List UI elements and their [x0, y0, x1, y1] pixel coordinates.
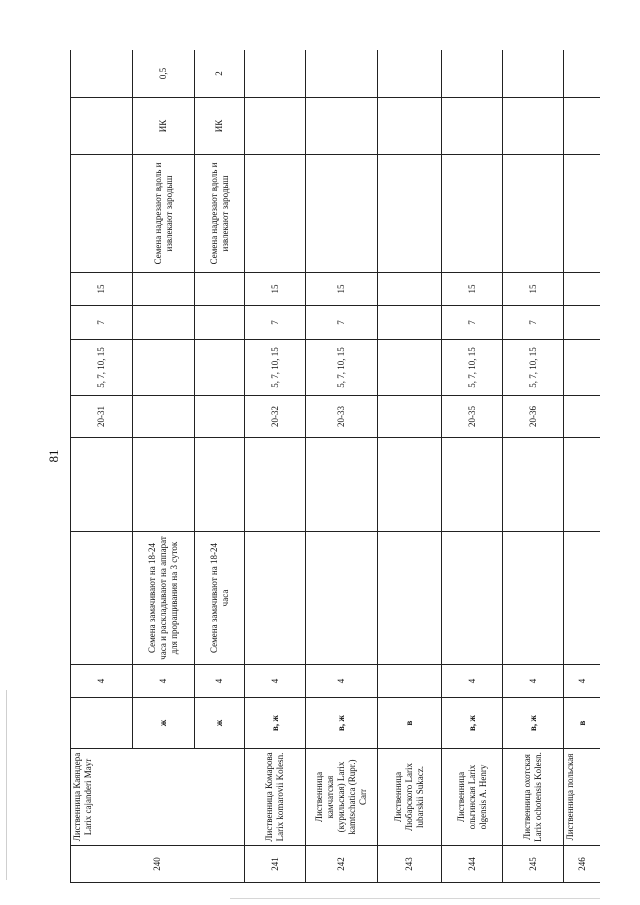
note-cell [503, 155, 564, 273]
cell: 4 [442, 665, 503, 698]
pretreatment-cell: Семена замачивают на 18-24 часа и раскладывают на аппарат для проращивания на 3 суток [133, 532, 195, 665]
method-cell: ИК [195, 98, 245, 155]
code-cell: 20-35 [442, 396, 503, 438]
cell: 7 [503, 306, 564, 340]
note-cell: Семена надрезают вдоль и извлекают зародыш [133, 155, 195, 273]
table-row [71, 50, 133, 883]
pretreatment-cell: Семена замачивают на 18-24 часа [195, 532, 245, 665]
row-number: 241 [245, 846, 306, 883]
method-cell [564, 98, 601, 155]
method-cell [503, 98, 564, 155]
marker-cell: в, ж [503, 698, 564, 749]
cell [378, 438, 442, 532]
row-number: 244 [442, 846, 503, 883]
cell: 15 [442, 273, 503, 306]
pretreatment-cell [306, 532, 378, 665]
pretreatment-cell [378, 532, 442, 665]
seed-table [70, 50, 600, 883]
cell [195, 306, 245, 340]
species-name: Лиственница польская [564, 749, 601, 846]
value-cell [71, 50, 133, 98]
method-cell: ИК [133, 98, 195, 155]
table-row [378, 50, 442, 883]
row-number: 240 [71, 846, 245, 883]
code-cell [564, 396, 601, 438]
method-cell [245, 98, 306, 155]
days-cell [378, 340, 442, 396]
value-cell [306, 50, 378, 98]
cell: 4 [245, 665, 306, 698]
code-cell [195, 396, 245, 438]
species-name: Лиственница ольгинская Larix olgensis A. Henry [442, 749, 503, 846]
species-name: Лиственница охотская Larix ochotensis Kolesn. [503, 749, 564, 846]
note-cell [245, 155, 306, 273]
note-cell [564, 155, 601, 273]
cell [195, 438, 245, 532]
code-cell: 20-32 [245, 396, 306, 438]
row-number: 246 [564, 846, 601, 883]
cell: 7 [306, 306, 378, 340]
days-cell: 5, 7, 10, 15 [503, 340, 564, 396]
cell: 15 [245, 273, 306, 306]
value-cell [378, 50, 442, 98]
cell [245, 438, 306, 532]
cell [564, 273, 601, 306]
cell: 4 [71, 665, 133, 698]
cell [306, 438, 378, 532]
days-cell: 5, 7, 10, 15 [442, 340, 503, 396]
note-cell [378, 155, 442, 273]
row-number: 243 [378, 846, 442, 883]
cell [442, 438, 503, 532]
species-name: Лиственница Комарова Larix komarovii Kolesn. [245, 749, 306, 846]
marker-cell: ж [195, 698, 245, 749]
rotated-table [70, 50, 600, 883]
cell [133, 273, 195, 306]
cell [378, 306, 442, 340]
pretreatment-cell [503, 532, 564, 665]
days-cell [564, 340, 601, 396]
table-row [245, 50, 306, 883]
code-cell: 20-33 [306, 396, 378, 438]
table-row [503, 50, 564, 883]
cell: 4 [564, 665, 601, 698]
table-row [442, 50, 503, 883]
cell [195, 273, 245, 306]
value-cell [442, 50, 503, 98]
method-cell [378, 98, 442, 155]
code-cell [378, 396, 442, 438]
cell: 4 [195, 665, 245, 698]
method-cell [71, 98, 133, 155]
pretreatment-cell [442, 532, 503, 665]
cell: 4 [133, 665, 195, 698]
note-cell [71, 155, 133, 273]
cell: 4 [306, 665, 378, 698]
cell [378, 665, 442, 698]
marker-cell: в [564, 698, 601, 749]
cell: 4 [503, 665, 564, 698]
cell: 15 [71, 273, 133, 306]
cell: 7 [71, 306, 133, 340]
value-cell [564, 50, 601, 98]
pretreatment-cell [71, 532, 133, 665]
species-name: Лиственница Каяндера Larix cajanderi Mayr [71, 749, 245, 846]
note-cell [306, 155, 378, 273]
note-cell: Семена надрезают вдоль и извлекают зародыш [195, 155, 245, 273]
cell [133, 306, 195, 340]
page-number: 81 [46, 449, 61, 463]
value-cell: 0,5 [133, 50, 195, 98]
days-cell: 5, 7, 10, 15 [245, 340, 306, 396]
cell: 7 [442, 306, 503, 340]
marker-cell: в, ж [442, 698, 503, 749]
code-cell [133, 396, 195, 438]
table-row [564, 50, 601, 883]
note-cell [442, 155, 503, 273]
cell [378, 273, 442, 306]
cell: 15 [503, 273, 564, 306]
marker-cell [71, 698, 133, 749]
code-cell: 20-36 [503, 396, 564, 438]
cell [564, 306, 601, 340]
species-name: Лиственница камчатская (курильская) Larix kamtschatica (Rupr.) Carr [306, 749, 378, 846]
cell: 7 [245, 306, 306, 340]
row-number: 245 [503, 846, 564, 883]
cell: 15 [306, 273, 378, 306]
marker-cell: ж [133, 698, 195, 749]
value-cell [245, 50, 306, 98]
table-frame [70, 50, 600, 883]
method-cell [442, 98, 503, 155]
marker-cell: в [378, 698, 442, 749]
margin-line [6, 690, 7, 880]
code-cell: 20-31 [71, 396, 133, 438]
scan-line [230, 898, 600, 899]
row-number: 242 [306, 846, 378, 883]
days-cell [133, 340, 195, 396]
days-cell: 5, 7, 10, 15 [306, 340, 378, 396]
cell [71, 438, 133, 532]
marker-cell: в, ж [306, 698, 378, 749]
table-row [306, 50, 378, 883]
pretreatment-cell [245, 532, 306, 665]
method-cell [306, 98, 378, 155]
value-cell [503, 50, 564, 98]
cell [564, 438, 601, 532]
species-name: Лиственница Любарского Larix lubarskii Sukacz. [378, 749, 442, 846]
pretreatment-cell [564, 532, 601, 665]
days-cell: 5, 7, 10, 15 [71, 340, 133, 396]
cell [503, 438, 564, 532]
cell [133, 438, 195, 532]
marker-cell: в, ж [245, 698, 306, 749]
value-cell: 2 [195, 50, 245, 98]
days-cell [195, 340, 245, 396]
